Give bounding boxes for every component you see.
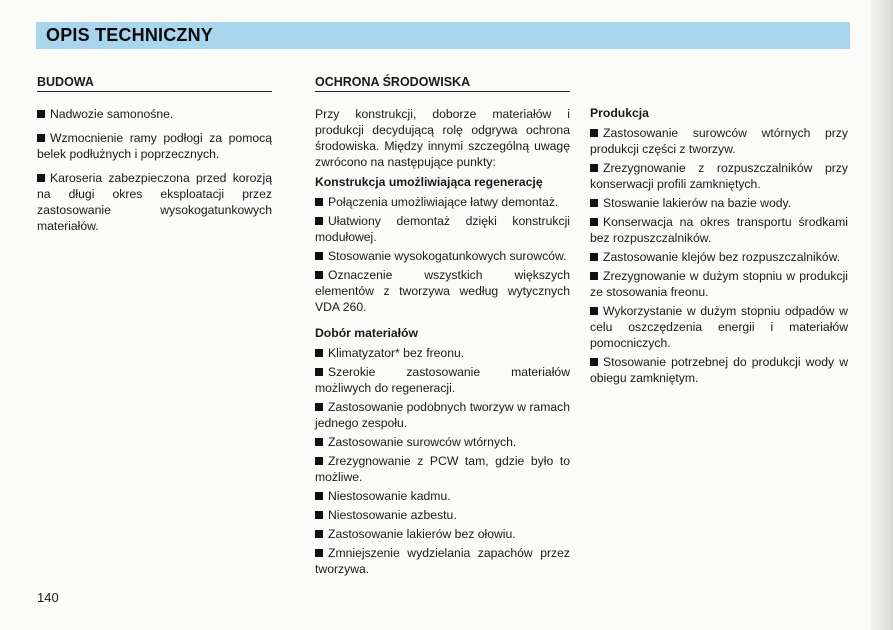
list-item: Klimatyzator* bez freonu. (315, 345, 570, 361)
square-bullet-icon (315, 492, 323, 500)
section-heading-budowa: BUDOWA (37, 74, 272, 92)
column-ochrona-srodowiska (315, 74, 570, 580)
list-item: Zrezygnowanie w dużym stopniu w produkcji ze stosowania freonu. (590, 269, 848, 299)
list-item: Zastosowanie surowców wtórnych przy produkcji części z tworzyw. (590, 126, 848, 156)
square-bullet-icon (590, 253, 598, 261)
square-bullet-icon (315, 549, 323, 557)
list-item: Zrezygnowanie z PCW tam, gdzie było to możliwe. (315, 454, 570, 484)
page-title: OPIS TECHNICZNY (46, 25, 214, 45)
title-band (36, 22, 850, 49)
square-bullet-icon (590, 272, 598, 280)
list-item: Oznaczenie wszystkich większych elementów z tworzywa według wytycznych VDA 260. (315, 268, 570, 314)
square-bullet-icon (315, 368, 323, 376)
list-item: Wzmocnienie ramy podłogi za pomocą belek podłużnych i poprzecznych. (37, 131, 272, 161)
list-item: Stosowanie wysokogatunkowych surowców. (315, 248, 570, 264)
square-bullet-icon (315, 457, 323, 465)
list-item: Niestosowanie kadmu. (315, 488, 570, 504)
page-binding-shadow (871, 0, 893, 630)
square-bullet-icon (37, 134, 45, 142)
square-bullet-icon (315, 530, 323, 538)
heading-spacer (590, 74, 848, 91)
square-bullet-icon (315, 403, 323, 411)
square-bullet-icon (315, 349, 323, 357)
subheading-produkcja: Produkcja (590, 106, 649, 120)
subheading-konstrukcja: Konstrukcja umożliwiająca regenerację (315, 175, 543, 189)
list-item: Ułatwiony demontaż dzięki konstrukcji modułowej. (315, 214, 570, 244)
list-item: Zastosowanie lakierów bez ołowiu. (315, 526, 570, 542)
square-bullet-icon (590, 129, 598, 137)
list-item: Stosowanie potrzebnej do produkcji wody w obiegu zamkniętym. (590, 355, 848, 385)
square-bullet-icon (315, 198, 323, 206)
square-bullet-icon (37, 110, 45, 118)
square-bullet-icon (590, 358, 598, 366)
list-item: Nadwozie samonośne. (37, 106, 272, 122)
square-bullet-icon (590, 164, 598, 172)
square-bullet-icon (315, 271, 323, 279)
list-item: Stoswanie lakierów na bazie wody. (590, 195, 848, 211)
square-bullet-icon (315, 511, 323, 519)
subheading-dobor-materialow: Dobór materiałów (315, 326, 418, 340)
square-bullet-icon (315, 438, 323, 446)
list-item: Zmniejszenie wydzielania zapachów przez tworzywa. (315, 546, 570, 576)
section-heading-ochrona: OCHRONA ŚRODOWISKA (315, 74, 570, 92)
list-item: Wykorzystanie w dużym stopniu odpadów w celu oszczędzenia energii i materiałów pomocniczych. (590, 304, 848, 350)
page-number: 140 (37, 590, 59, 605)
list-item: Zastosowanie surowców wtórnych. (315, 434, 570, 450)
list-item: Karoseria zabezpieczona przed korozją na długi okres eksploatacji przez zastosowanie wysokogatunkowych materiałów. (37, 171, 272, 233)
list-item: Zastosowanie klejów bez rozpuszczalników. (590, 249, 848, 265)
list-item: Konserwacja na okres transportu środkami bez rozpuszczalników. (590, 215, 848, 245)
list-item: Połączenia umożliwiające łatwy demontaż. (315, 194, 570, 210)
column-produkcja (590, 74, 848, 389)
square-bullet-icon (590, 199, 598, 207)
square-bullet-icon (590, 218, 598, 226)
square-bullet-icon (37, 174, 45, 182)
intro-paragraph: Przy konstrukcji, doborze materiałów i produkcji decydującą rolę odgrywa ochrona środowiska. Między innymi szczególną uwagę zwrócono na następujące punkty: (315, 107, 570, 169)
list-item: Szerokie zastosowanie materiałów możliwych do regeneracji. (315, 365, 570, 395)
column-budowa (37, 74, 272, 242)
square-bullet-icon (315, 252, 323, 260)
list-item: Zastosowanie podobnych tworzyw w ramach jednego zespołu. (315, 400, 570, 430)
list-item: Zrezygnowanie z rozpuszczalników przy konserwacji profili zamkniętych. (590, 161, 848, 191)
list-item: Niestosowanie azbestu. (315, 507, 570, 523)
square-bullet-icon (590, 307, 598, 315)
square-bullet-icon (315, 217, 323, 225)
